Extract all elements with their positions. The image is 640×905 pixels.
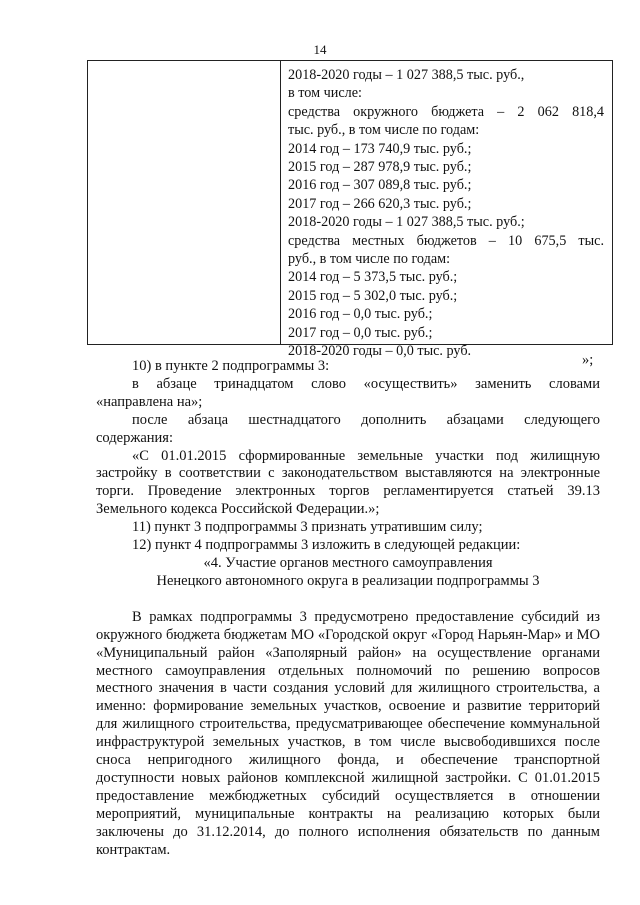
table-column-divider <box>280 61 281 344</box>
spacer <box>96 591 600 609</box>
item-12: 12) пункт 4 подпрограммы 3 изложить в следующей редакции: <box>132 537 521 554</box>
table-line: в том числе: <box>288 85 362 102</box>
page-number: 14 <box>313 42 327 57</box>
table-line: 2014 год – 5 373,5 тыс. руб.; <box>288 269 458 286</box>
item-11: 11) пункт 3 подпрограммы 3 признать утратившим силу; <box>132 519 483 536</box>
table-line: 2017 год – 0,0 тыс. руб.; <box>288 324 433 341</box>
table-funding-cell <box>288 66 604 361</box>
table-line: 2016 год – 307 089,8 тыс. руб.; <box>288 177 472 194</box>
funding-table <box>87 60 613 360</box>
paragraph-13-line-2: «направлена на»; <box>96 393 203 410</box>
table-line: 2016 год – 0,0 тыс. руб.; <box>288 306 433 323</box>
table-line: 2015 год – 287 978,9 тыс. руб.; <box>288 159 472 176</box>
paragraph-13-line-1: в абзаце тринадцатом слово «осуществить» заменить словами <box>132 375 600 392</box>
quoted-paragraph: «С 01.01.2015 сформированные земельные участки под жилищную застройку в соответствии с законодательством выставляются на электронные торги. Проведение электронных торгов регламентируется статьей 39.13 Земельного кодекса Российской Федерации.»; <box>96 447 600 518</box>
section-heading-line-2: Ненецкого автономного округа в реализации подпрограммы 3 <box>156 572 540 589</box>
document-body <box>96 358 600 859</box>
table-line: 2015 год – 5 302,0 тыс. руб.; <box>288 287 458 304</box>
paragraph-16-line-1: после абзаца шестнадцатого дополнить абзацами следующего <box>132 411 600 428</box>
table-line: 2014 год – 173 740,9 тыс. руб.; <box>288 140 472 157</box>
table-line: руб., в том числе по годам: <box>288 251 451 268</box>
item-10: 10) в пункте 2 подпрограммы 3: <box>132 358 330 374</box>
table-line: средства местных бюджетов – 10 675,5 тыс. <box>288 232 604 249</box>
table-line: 2018-2020 годы – 1 027 388,5 тыс. руб.; <box>288 214 525 231</box>
table-line: 2017 год – 266 620,3 тыс. руб.; <box>288 195 472 212</box>
table-line: 2018-2020 годы – 1 027 388,5 тыс. руб., <box>288 67 525 83</box>
closing-quote: »; <box>582 352 594 368</box>
paragraph-16-line-2: содержания: <box>96 429 174 446</box>
table-line: тыс. руб., в том числе по годам: <box>288 122 480 139</box>
section-heading-line-1: «4. Участие органов местного самоуправления <box>203 554 493 571</box>
table-line: 2018-2020 годы – 0,0 тыс. руб. <box>288 343 472 360</box>
table-line: средства окружного бюджета – 2 062 818,4 <box>288 103 604 120</box>
main-paragraph: В рамках подпрограммы 3 предусмотрено предоставление субсидий из окружного бюджета бюджетам МО «Городской округ «Город Нарьян-Мар» и МО «Муниципальный район «Заполярный район» на осуществление органами местного самоуправления отдельных полномочий по решению вопросов местного значения в части создания условий для жилищного строительства, а именно: формирование земельных участков, освоение и развитие территорий для жилищного строительства, предусматривающее обеспечение коммунальной инфраструктурой земельных участков, в том числе высвободившихся после сноса непригодного жилищного фонда, и обеспечение транспортной доступности новых районов комплексной жилищной застройки. С 01.01.2015 предоставление межбюджетных субсидий осуществляется в отношении мероприятий, муниципальные контракты на реализацию которых были заключены до 31.12.2014, до полного исполнения обязательств по данным контрактам. <box>96 608 600 858</box>
